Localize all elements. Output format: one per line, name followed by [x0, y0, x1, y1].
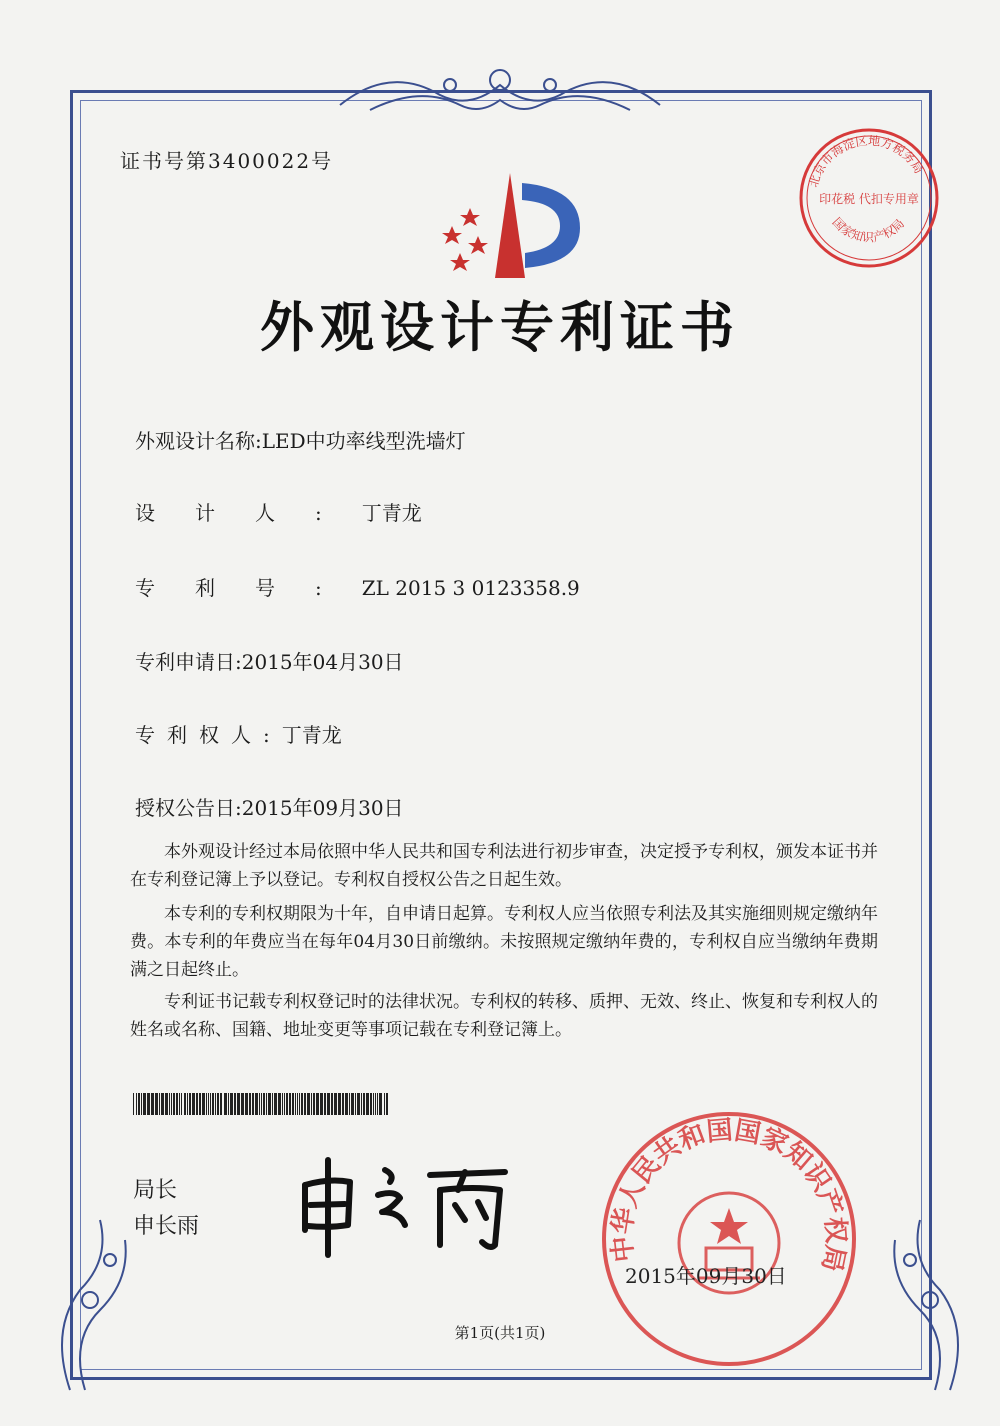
patentee-value: 丁青龙 — [281, 723, 342, 747]
barcode-bar — [297, 1093, 298, 1115]
small-seal-text: 北京市海淀区地方税务局 — [806, 133, 927, 189]
barcode-bar — [237, 1093, 240, 1115]
barcode-bar — [351, 1093, 354, 1115]
barcode-bar — [176, 1093, 178, 1115]
barcode-bar — [268, 1093, 271, 1115]
barcode-bar — [255, 1093, 258, 1115]
design-name-field — [135, 425, 466, 454]
barcode-bar — [295, 1093, 296, 1115]
barcode-bar — [311, 1093, 312, 1115]
barcode-bar — [324, 1093, 326, 1115]
barcode-bar — [212, 1093, 214, 1115]
barcode-bar — [181, 1093, 182, 1115]
barcode-bar — [196, 1093, 198, 1115]
filing-date-value: 2015年04月30日 — [241, 650, 404, 674]
patent-number-field — [135, 572, 580, 601]
director-label: 局长 — [133, 1178, 178, 1203]
svg-text:国家知识产权局 — [830, 215, 907, 245]
barcode-bar — [138, 1093, 140, 1115]
page-number: 第1页(共1页) — [454, 1324, 546, 1342]
barcode-bar — [173, 1093, 175, 1115]
patent-number-label: 专利号: — [135, 576, 362, 600]
barcode-bar — [217, 1093, 219, 1115]
official-seal-text: 中华人民共和国国家知识产权局 — [607, 1115, 851, 1275]
barcode-bar — [187, 1093, 188, 1115]
barcode-bar — [228, 1093, 229, 1115]
barcode-bar — [331, 1093, 333, 1115]
barcode-bar — [210, 1093, 211, 1115]
barcode-bar — [184, 1093, 186, 1115]
barcode-bar — [155, 1093, 158, 1115]
barcode-bar — [292, 1093, 294, 1115]
barcode-bar — [313, 1093, 315, 1115]
barcode-bar — [230, 1093, 233, 1115]
barcode-bar — [363, 1093, 365, 1115]
barcode-bar — [320, 1093, 323, 1115]
barcode-bar — [161, 1093, 164, 1115]
barcode-bar — [377, 1093, 378, 1115]
paragraph-grant: 本外观设计经过本局依照中华人民共和国专利法进行初步审查，决定授予专利权，颁发本证书并在专利登记簿上予以登记。专利权自授权公告之日起生效。 — [130, 842, 878, 890]
barcode-bar — [289, 1093, 291, 1115]
barcode-bar — [159, 1093, 160, 1115]
barcode-bar — [259, 1093, 260, 1115]
barcode-bar — [349, 1093, 350, 1115]
barcode-bar — [301, 1093, 303, 1115]
barcode-bar — [261, 1093, 262, 1115]
barcode-bar — [165, 1093, 168, 1115]
patentee-field — [135, 719, 342, 748]
grant-date-field — [135, 792, 404, 821]
barcode-bar — [375, 1093, 376, 1115]
barcode-bar — [379, 1093, 382, 1115]
designer-value: 丁青龙 — [361, 501, 422, 525]
designer-label: 设计人: — [135, 501, 362, 525]
barcode-bar — [307, 1093, 310, 1115]
certificate-title: 外观设计专利证书 — [260, 296, 740, 359]
design-name-value: LED中功率线型洗墙灯 — [261, 429, 466, 453]
barcode-bar — [252, 1093, 254, 1115]
top-ornament — [330, 55, 670, 125]
barcode-bar — [274, 1093, 277, 1115]
patentee-label: 专利权人: — [135, 723, 282, 747]
barcode-bar — [304, 1093, 306, 1115]
tax-stamp-seal — [796, 125, 942, 271]
barcode-bar — [245, 1093, 248, 1115]
patent-office-logo — [430, 168, 600, 288]
barcode-bar — [133, 1093, 134, 1115]
barcode-bar — [189, 1093, 191, 1115]
barcode-bar — [241, 1093, 244, 1115]
barcode-bar — [278, 1093, 281, 1115]
grant-date-value: 2015年09月30日 — [241, 796, 404, 820]
barcode-bar — [272, 1093, 273, 1115]
certificate-number: 证书号第3400022号 — [120, 149, 334, 173]
barcode-bar — [266, 1093, 267, 1115]
paragraph-term: 本专利的专利权期限为十年，自申请日起算。专利权人应当依照专利法及其实施细则规定缴纳年费。本专利的年费应当在每年04月30日前缴纳。未按照规定缴纳年费的，专利权自应当缴纳年费期满之日起终止。 — [130, 904, 878, 980]
barcode-bar — [386, 1093, 388, 1115]
barcode-bar — [284, 1093, 285, 1115]
barcode-bar — [299, 1093, 300, 1115]
filing-date-field — [135, 646, 404, 675]
barcode-bar — [342, 1093, 344, 1115]
barcode-bar — [366, 1093, 369, 1115]
barcode-bar — [147, 1093, 150, 1115]
barcode-bar — [179, 1093, 180, 1115]
barcode-bar — [357, 1093, 360, 1115]
grant-date-label: 授权公告日: — [135, 796, 242, 820]
barcode-bar — [345, 1093, 348, 1115]
barcode-bar — [169, 1093, 170, 1115]
patent-number-value: ZL 2015 3 0123358.9 — [361, 576, 580, 600]
barcode-bar — [220, 1093, 222, 1115]
barcode-bar — [373, 1093, 374, 1115]
barcode-bar — [208, 1093, 209, 1115]
barcode-bar — [286, 1093, 288, 1115]
barcode-bar — [206, 1093, 207, 1115]
barcode-bar — [136, 1093, 137, 1115]
barcode-bar — [143, 1093, 146, 1115]
barcode-bar — [249, 1093, 251, 1115]
barcode-bar — [370, 1093, 372, 1115]
barcode-bar — [338, 1093, 341, 1115]
filing-date-label: 专利申请日: — [135, 650, 242, 674]
barcode-bar — [224, 1093, 227, 1115]
barcode-bar — [334, 1093, 337, 1115]
barcode-bar — [327, 1093, 330, 1115]
barcode-bar — [192, 1093, 195, 1115]
barcode-bar — [171, 1093, 172, 1115]
barcode-bar — [202, 1093, 205, 1115]
barcode — [133, 1093, 389, 1115]
barcode-bar — [199, 1093, 201, 1115]
barcode-bar — [234, 1093, 236, 1115]
small-seal-bottom: 国家知识产权局 — [829, 214, 908, 245]
barcode-bar — [141, 1093, 142, 1115]
barcode-bar — [263, 1093, 265, 1115]
svg-text:中华人民共和国国家知识产权局 — [607, 1115, 850, 1274]
issue-date: 2015年09月30日 — [625, 1264, 787, 1288]
barcode-bar — [316, 1093, 319, 1115]
bottom-right-ornament — [860, 1200, 980, 1400]
barcode-bar — [384, 1093, 385, 1115]
small-seal-center: 印花税 代扣专用章 — [819, 192, 919, 206]
barcode-bar — [355, 1093, 356, 1115]
barcode-bar — [361, 1093, 362, 1115]
designer-field — [135, 497, 422, 526]
director-signature — [290, 1150, 520, 1260]
design-name-label: 外观设计名称: — [135, 429, 262, 453]
director-name: 申长雨 — [133, 1214, 200, 1239]
barcode-bar — [215, 1093, 216, 1115]
barcode-bar — [282, 1093, 283, 1115]
paragraph-legal-status: 专利证书记载专利权登记时的法律状况。专利权的转移、质押、无效、终止、恢复和专利权人的姓名或名称、国籍、地址变更等事项记载在专利登记簿上。 — [130, 992, 878, 1040]
barcode-bar — [151, 1093, 154, 1115]
